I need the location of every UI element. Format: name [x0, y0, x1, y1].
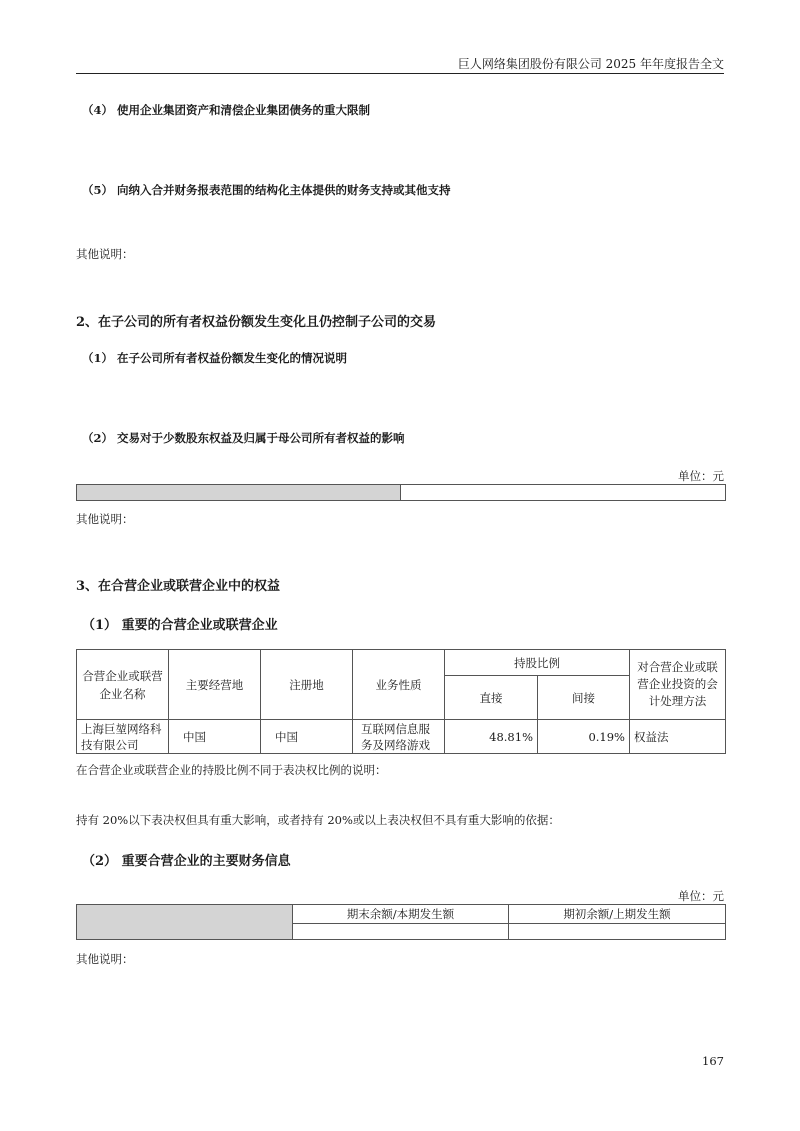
section-heading-3: 3、在合营企业或联营企业中的权益 [76, 579, 281, 594]
table-cell [401, 485, 726, 501]
cell-name: 上海巨堃网络科技有限公司 [77, 720, 169, 754]
cell-nature: 互联网信息服务及网络游戏 [353, 720, 445, 754]
table-cell [77, 485, 401, 501]
financial-info-table [76, 904, 726, 940]
unit-label: 单位：元 [678, 889, 724, 903]
table-cell [509, 924, 726, 940]
subsection-heading-3-2: （2） 重要合营企业的主要财务信息 [82, 854, 291, 869]
other-note: 其他说明： [76, 512, 134, 526]
subsection-heading-5: （5） 向纳入合并财务报表范围的结构化主体提供的财务支持或其他支持 [82, 183, 451, 197]
header-name: 合营企业或联营企业名称 [77, 650, 169, 720]
header-divider [76, 73, 724, 74]
cell-method: 权益法 [630, 720, 726, 754]
table-cell [293, 924, 509, 940]
table-row [77, 720, 726, 754]
header-main-place: 主要经营地 [169, 650, 261, 720]
page-header: 巨人网络集团股份有限公司 2025 年年度报告全文 [457, 57, 724, 71]
other-note: 其他说明： [76, 952, 134, 966]
subsection-heading-2-2: （2） 交易对于少数股东权益及归属于母公司所有者权益的影响 [82, 431, 405, 445]
cell-reg-place: 中国 [261, 720, 353, 754]
header-holding-ratio: 持股比例 [445, 650, 630, 676]
subsection-heading-2-1: （1） 在子公司所有者权益份额发生变化的情况说明 [82, 351, 348, 365]
subsection-heading-3-1: （1） 重要的合营企业或联营企业 [82, 618, 278, 633]
note-influence-basis: 持有 20%以下表决权但具有重大影响，或者持有 20%或以上表决权但不具有重大影响的依据： [76, 813, 560, 827]
header-prior-period: 期初余额/上期发生额 [509, 905, 726, 924]
note-ratio-difference: 在合营企业或联营企业的持股比例不同于表决权比例的说明： [76, 763, 387, 777]
cell-direct: 48.81% [445, 720, 538, 754]
cell-indirect: 0.19% [538, 720, 630, 754]
other-note: 其他说明： [76, 247, 134, 261]
header-accounting-method: 对合营企业或联营企业投资的会计处理方法 [630, 650, 726, 720]
unit-label: 单位：元 [678, 469, 724, 483]
page-number: 167 [702, 1054, 724, 1068]
header-indirect: 间接 [538, 676, 630, 720]
header-direct: 直接 [445, 676, 538, 720]
subsection-heading-4: （4） 使用企业集团资产和清偿企业集团债务的重大限制 [82, 103, 371, 117]
section-heading-2: 2、在子公司的所有者权益份额发生变化且仍控制子公司的交易 [76, 315, 437, 330]
header-reg-place: 注册地 [261, 650, 353, 720]
header-current-period: 期末余额/本期发生额 [293, 905, 509, 924]
equity-impact-table [76, 484, 726, 501]
table-cell [77, 905, 293, 940]
header-nature: 业务性质 [353, 650, 445, 720]
joint-venture-table [76, 649, 726, 754]
cell-main-place: 中国 [169, 720, 261, 754]
